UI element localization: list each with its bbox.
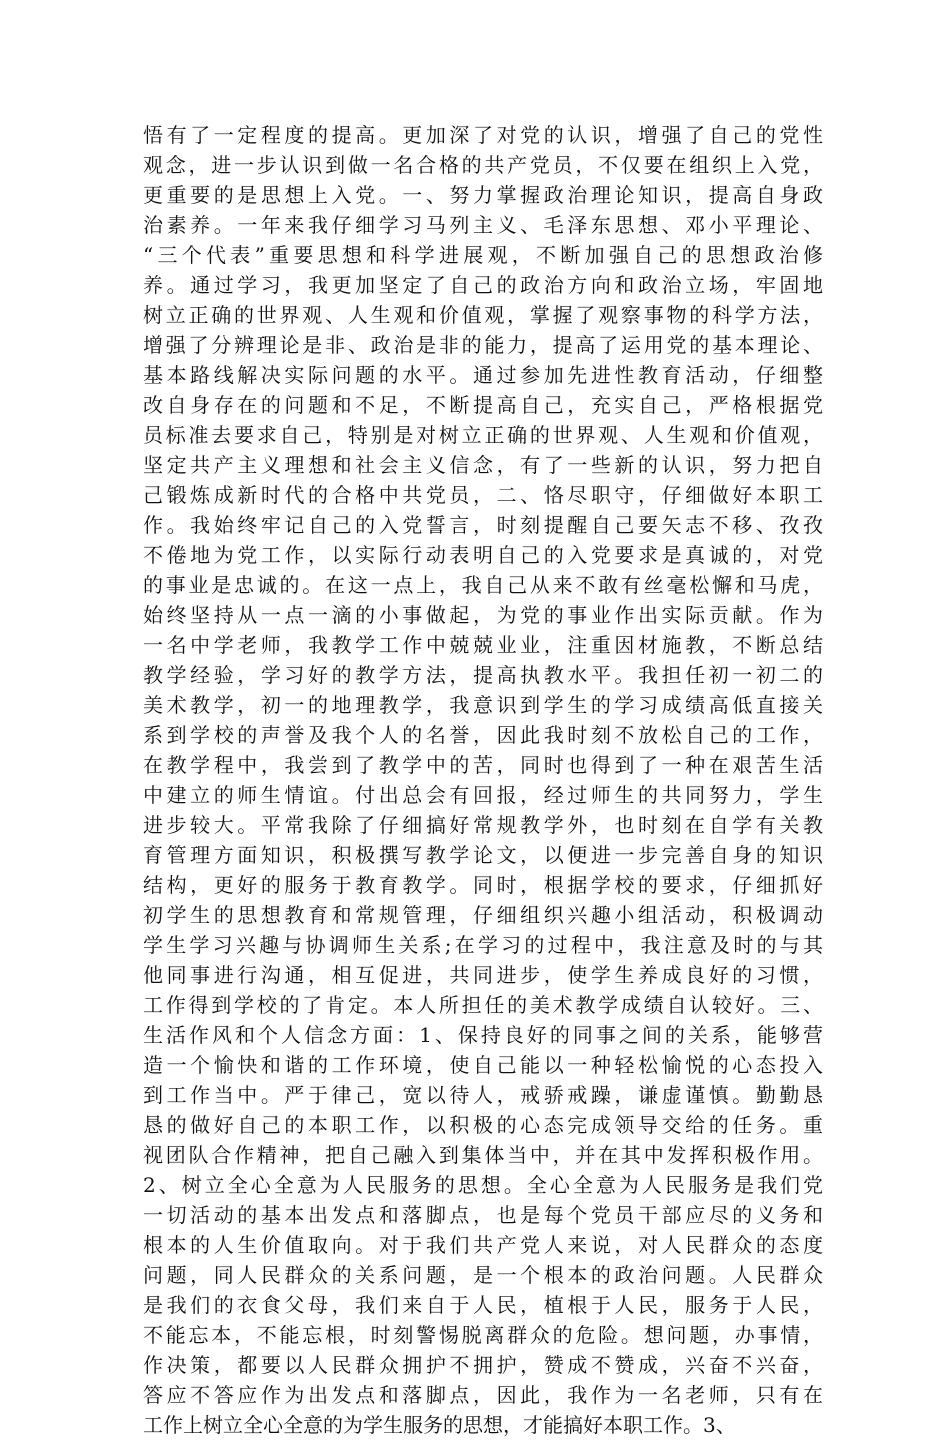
- text-line: 观念，进一步认识到做一名合格的共产党员，不仅要在组织上入党，: [143, 153, 823, 177]
- text-line: 教学经验，学习好的教学方法，提高执教水平。我担任初一初二的: [143, 663, 823, 687]
- text-line: 更重要的是思想上入党。一、努力掌握政治理论知识，提高自身政: [143, 183, 823, 207]
- text-line: 员标准去要求自己，特别是对树立正确的世界观、人生观和价值观，: [143, 423, 823, 447]
- text-line: 中建立的师生情谊。付出总会有回报，经过师生的共同努力，学生: [143, 783, 823, 807]
- text-line: 他同事进行沟通，相互促进，共同进步，使学生养成良好的习惯，: [143, 963, 823, 987]
- text-line: 养。通过学习，我更加坚定了自己的政治方向和政治立场，牢固地: [143, 273, 823, 297]
- text-line: 作。我始终牢记自己的入党誓言，时刻提醒自己要矢志不移、孜孜: [143, 513, 823, 537]
- text-line: 系到学校的声誉及我个人的名誉，因此我时刻不放松自己的工作，: [143, 723, 823, 747]
- text-line: 一切活动的基本出发点和落脚点，也是每个党员干部应尽的义务和: [143, 1203, 823, 1227]
- text-line: 学生学习兴趣与协调师生关系;在学习的过程中，我注意及时的与其: [143, 933, 823, 957]
- text-line: 进步较大。平常我除了仔细搞好常规教学外，也时刻在自学有关教: [143, 813, 823, 837]
- text-line: 不倦地为党工作，以实际行动表明自己的入党要求是真诚的，对党: [143, 543, 823, 567]
- text-line: 树立正确的世界观、人生观和价值观，掌握了观察事物的科学方法，: [143, 303, 823, 327]
- text-line: 一名中学老师，我教学工作中兢兢业业，注重因材施教，不断总结: [143, 633, 823, 657]
- text-line: 问题，同人民群众的关系问题，是一个根本的政治问题。人民群众: [143, 1263, 823, 1287]
- body-paragraph: [143, 120, 823, 1440]
- text-line: 育管理方面知识，积极撰写教学论文，以便进一步完善自身的知识: [143, 843, 823, 867]
- text-line: 生活作风和个人信念方面：1、保持良好的同事之间的关系，能够营: [143, 1023, 823, 1047]
- text-line: 工作上树立全心全意的为学生服务的思想，才能搞好本职工作。3、: [143, 1413, 736, 1437]
- text-line: 造一个愉快和谐的工作环境，使自己能以一种轻松愉悦的心态投入: [143, 1053, 823, 1077]
- text-line: 的事业是忠诚的。在这一点上，我自己从来不敢有丝毫松懈和马虎，: [143, 573, 823, 597]
- text-line: 治素养。一年来我仔细学习马列主义、毛泽东思想、邓小平理论、: [143, 213, 823, 237]
- text-line: 基本路线解决实际问题的水平。通过参加先进性教育活动，仔细整: [143, 363, 823, 387]
- text-line: 恳的做好自己的本职工作，以积极的心态完成领导交给的任务。重: [143, 1113, 823, 1137]
- text-line: 视团队合作精神，把自己融入到集体当中，并在其中发挥积极作用。: [143, 1143, 823, 1167]
- text-line: 结构，更好的服务于教育教学。同时，根据学校的要求，仔细抓好: [143, 873, 823, 897]
- text-line: 工作得到学校的了肯定。本人所担任的美术教学成绩自认较好。三、: [143, 993, 823, 1017]
- text-line: 坚定共产主义理想和社会主义信念，有了一些新的认识，努力把自: [143, 453, 823, 477]
- text-line: 答应不答应作为出发点和落脚点，因此，我作为一名老师，只有在: [143, 1383, 823, 1407]
- text-line: 初学生的思想教育和常规管理，仔细组织兴趣小组活动，积极调动: [143, 903, 823, 927]
- text-line: 美术教学，初一的地理教学，我意识到学生的学习成绩高低直接关: [143, 693, 823, 717]
- text-line: “三个代表”重要思想和科学进展观，不断加强自己的思想政治修: [143, 243, 823, 267]
- text-line: 增强了分辨理论是非、政治是非的能力，提高了运用党的基本理论、: [143, 333, 823, 357]
- text-line: 根本的人生价值取向。对于我们共产党人来说，对人民群众的态度: [143, 1233, 823, 1257]
- text-line: 悟有了一定程度的提高。更加深了对党的认识，增强了自己的党性: [143, 123, 823, 147]
- text-line: 不能忘本，不能忘根，时刻警惕脱离群众的危险。想问题，办事情，: [143, 1323, 823, 1347]
- text-line: 在教学程中，我尝到了教学中的苦，同时也得到了一种在艰苦生活: [143, 753, 823, 777]
- text-line: 2、树立全心全意为人民服务的思想。全心全意为人民服务是我们党: [143, 1173, 823, 1197]
- text-line: 己锻炼成新时代的合格中共党员，二、恪尽职守，仔细做好本职工: [143, 483, 823, 507]
- text-line: 改自身存在的问题和不足，不断提高自己，充实自己，严格根据党: [143, 393, 823, 417]
- text-line: 始终坚持从一点一滴的小事做起，为党的事业作出实际贡献。作为: [143, 603, 823, 627]
- text-line: 是我们的衣食父母，我们来自于人民，植根于人民，服务于人民，: [143, 1293, 823, 1317]
- text-line: 到工作当中。严于律己，宽以待人，戒骄戒躁，谦虚谨慎。勤勤恳: [143, 1083, 823, 1107]
- text-line: 作决策，都要以人民群众拥护不拥护，赞成不赞成，兴奋不兴奋，: [143, 1353, 823, 1377]
